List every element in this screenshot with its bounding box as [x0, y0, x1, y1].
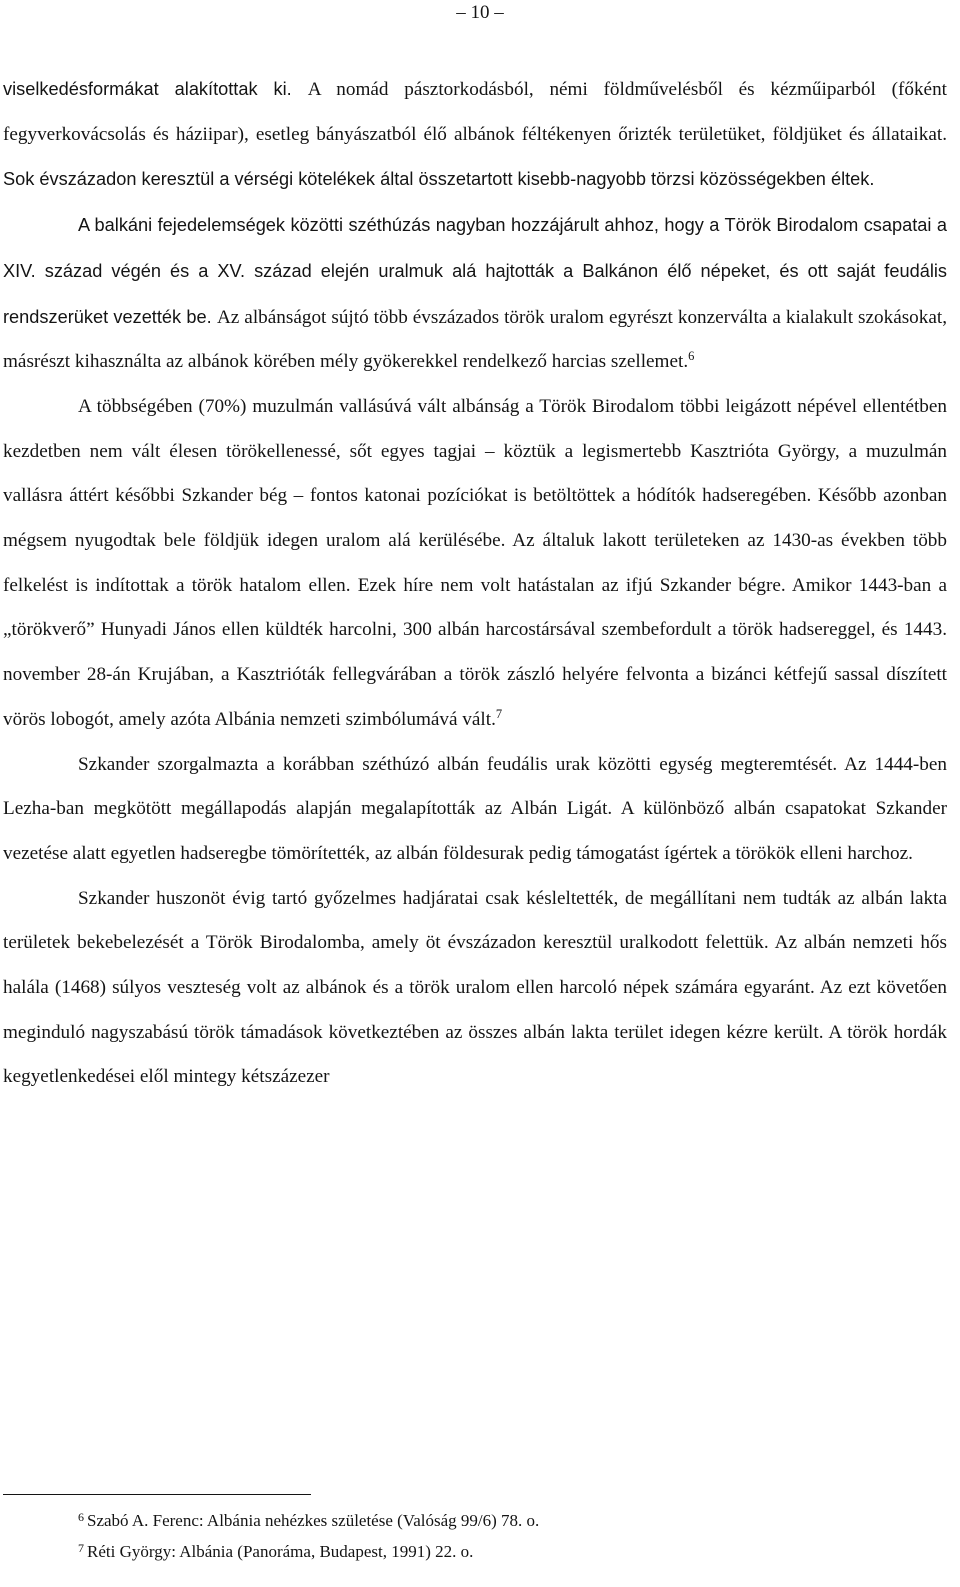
- paragraph: [3, 877, 947, 1101]
- text-run: Szkander huszonöt évig tartó győzelmes hadjáratai csak késleltették, de megállítani nem tudták az albán lakta területek bekebelezését a Török Birodalomba, amely öt évszázadon keresztül uralkodott felettük. Az albán nemzeti hős halála (1468) súlyos veszteség volt az albánok és a török uralom ellen harcoló népek számára egyaránt. Az ezt követően meginduló nagyszabású török támadások következtében az összes albán lakta terület idegen kézre került. A török hordák kegyetlenkedései elől mintegy kétszázezer: [3, 887, 947, 1088]
- paragraph: [3, 67, 947, 203]
- footnote-6: [78, 1507, 938, 1534]
- footnote-text: Szabó A. Ferenc: Albánia nehézkes születése (Valóság 99/6) 78. o.: [87, 1511, 540, 1530]
- text-run: Sok évszázadon keresztül a vérségi kötelékek által összetartott kisebb-nagyobb törzsi közösségekben éltek.: [3, 169, 875, 190]
- body-text: [3, 67, 947, 1100]
- text-run: A többségében (70%) muzulmán vallásúvá vált albánság a Török Birodalom többi leigázott népével ellentétben kezdetben nem vált élesen törökellenessé, sőt egyes tagjai – köztük a legismertebb Kasztrióta György, a muzulmán vallásra áttért későbbi Szkander bég – fontos katonai pozíciókat is betöltöttek a hódítók hadseregében. Később azonban mégsem nyugodtak bele földjük idegen uralom alá kerülésébe. Az általuk lakott területeken az 1430-as években több felkelést is indítottak a török hatalom ellen. Ezek híre nem volt hatástalan az ifjú Szkander bégre. Amikor 1443-ban a „törökverő” Hunyadi János ellen küldték harcolni, 300 albán harcostársával szembefordult a török hadsereggel, és 1443. november 28-án Krujában, a Kasztrióták fellegvárában a török zászló helyére felvonta a bizánci kétfejű sassal díszített vörös lobogót, amely azóta Albánia nemzeti szimbólumává vált.: [3, 395, 947, 730]
- text-run: A nomád pásztorkodásból, némi földművelésből és kézműiparból (főként fegyverkovácsolás és háziipar), esetleg bányászatból élő albánok féltékenyen őrizték területüket, földjüket és állataikat.: [3, 79, 947, 145]
- paragraph: [3, 203, 947, 385]
- text-run: Szkander szorgalmazta a korábban széthúzó albán feudális urak közötti egység megteremtését. Az 1444-ben Lezha-ban megkötött megállapodás alapján megalapították az Albán Ligát. A különböző albán csapatokat Szkander vezetése alatt egyetlen hadseregbe tömörítették, az albán földesurak pedig támogatást ígértek a törökök elleni harchoz.: [3, 753, 947, 864]
- text-run: viselkedésformákat alakítottak ki.: [3, 79, 308, 99]
- footnote-number: 7: [78, 1540, 84, 1555]
- footnote-7: [78, 1538, 938, 1565]
- footnote-reference-6[interactable]: 6: [688, 349, 695, 364]
- paragraph: [3, 743, 947, 877]
- text-run: Az albánságot sújtó több évszázados török uralom egyrészt konzerválta a kialakult szokásokat, másrészt kihasználta az albánok körében mély gyökerekkel rendelkező harcias szellemet.: [3, 306, 948, 373]
- page-number: – 10 –: [456, 2, 504, 23]
- footnote-number: 6: [78, 1509, 84, 1524]
- footnote-text: Réti György: Albánia (Panoráma, Budapest, 1991) 22. o.: [87, 1542, 474, 1561]
- footnote-reference-7[interactable]: 7: [495, 706, 503, 721]
- footnotes: [78, 1503, 938, 1565]
- paragraph: [3, 385, 947, 743]
- footnote-separator: [3, 1494, 311, 1495]
- text-run: A balkáni fejedelemségek közötti széthúzás nagyban hozzájárult ahhoz, hogy a Török Birodalom csapatai a XIV. század végén és a XV. század elején uralmuk alá hajtották a Balkánon élő népeket, és ott saját feudális rendszerüket vezették be.: [3, 215, 947, 327]
